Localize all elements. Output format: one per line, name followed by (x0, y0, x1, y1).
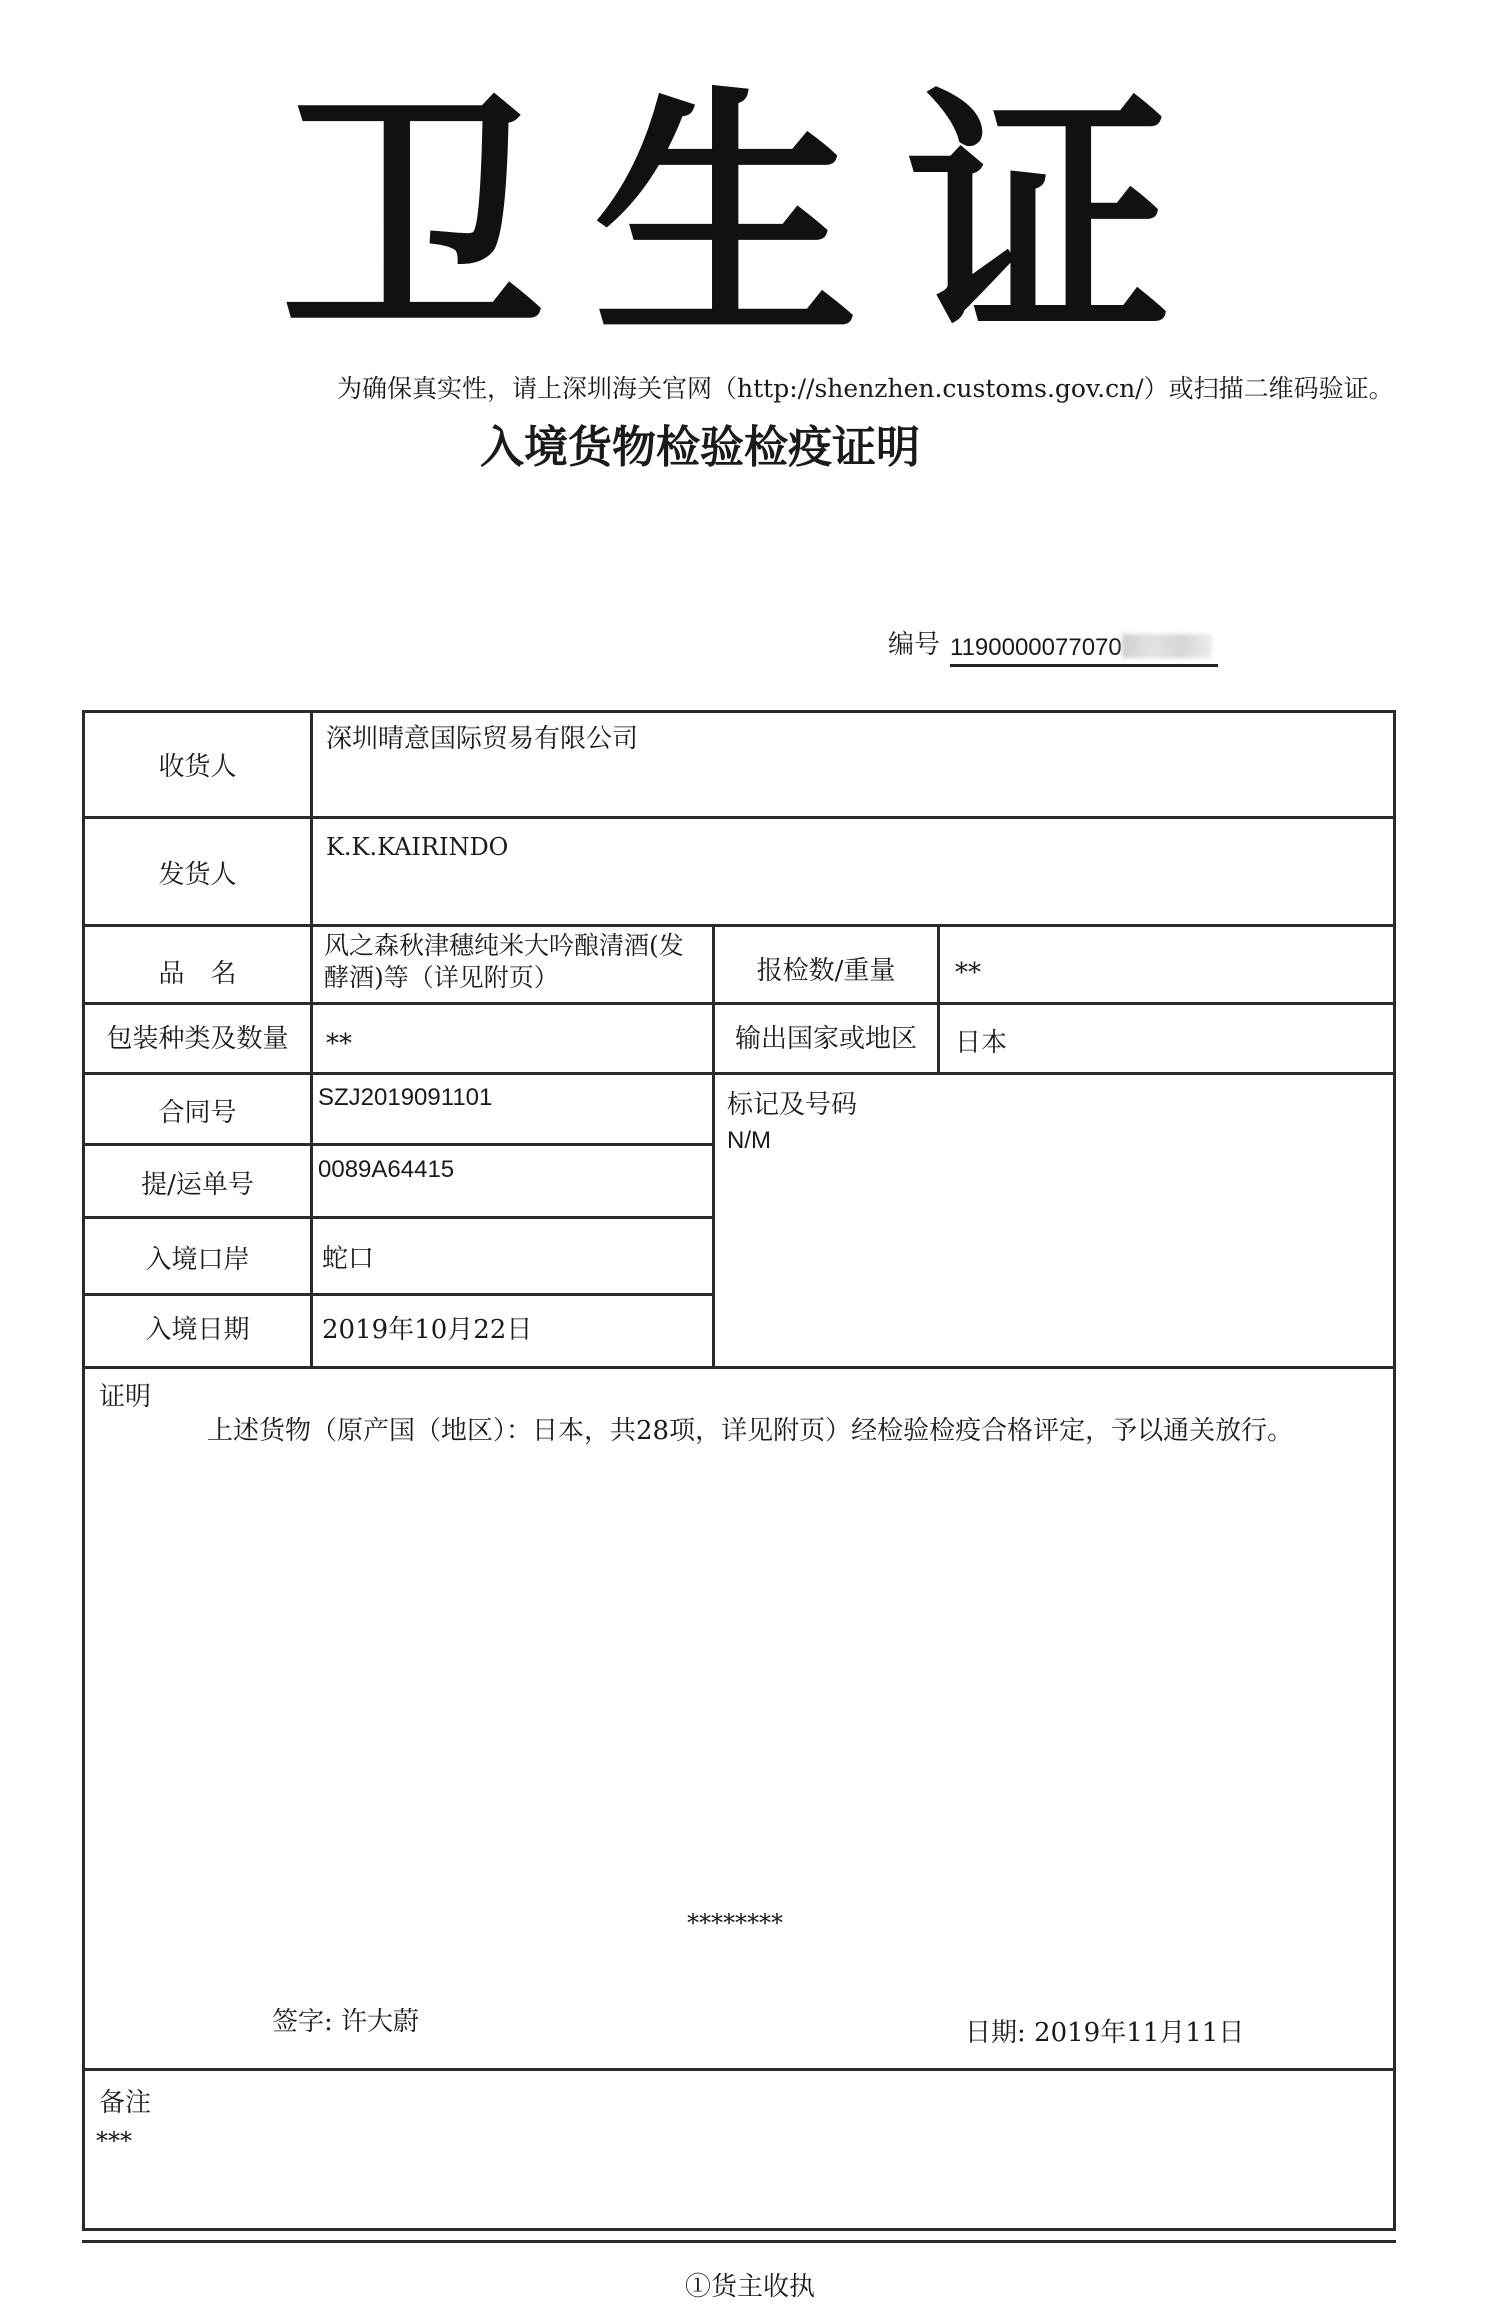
product-name-label: 品 名 (158, 959, 237, 989)
table-border-right (1393, 710, 1396, 2231)
certificate-subtitle: 入境货物检验检疫证明 (480, 422, 920, 473)
export-country-value: 日本 (955, 1028, 1008, 1058)
entry-port-value: 蛇口 (322, 1244, 375, 1274)
consignee-value: 深圳晴意国际贸易有限公司 (326, 724, 639, 754)
certification-stars: ******** (687, 1909, 783, 1937)
remarks-value: *** (96, 2127, 132, 2155)
certificate-big-title: 卫生证 (280, 66, 1220, 374)
verification-note: 为确保真实性，请上深圳海关官网（http://shenzhen.customs.gov.cn/）或扫描二维码验证。 (337, 374, 1394, 403)
product-name-value: 风之森秋津穗纯米大吟酿清酒(发酵酒)等（详见附页） (324, 931, 684, 992)
table-line (712, 924, 715, 1366)
table-line (82, 1293, 715, 1296)
certification-text: 上述货物（原产国（地区）：日本，共28项，详见附页）经检验检疫合格评定，予以通关放行。 (207, 1416, 1294, 1446)
table-line (82, 1216, 715, 1219)
package-value: ** (326, 1029, 352, 1059)
marks-value: N/M (727, 1127, 771, 1154)
quantity-weight-value: ** (955, 958, 981, 988)
copy-designation: ①货主收执 (684, 2272, 815, 2302)
quantity-weight-label: 报检数/重量 (756, 956, 896, 986)
bill-of-lading-label: 提/运单号 (141, 1170, 254, 1200)
certificate-number (950, 632, 1218, 667)
table-line (82, 924, 1396, 927)
bill-of-lading-value: 0089A64415 (318, 1156, 455, 1183)
certificate-number-label: 编号 (888, 630, 941, 660)
export-country-label: 输出国家或地区 (734, 1024, 917, 1054)
table-line (937, 924, 940, 1072)
issue-date: 日期: 2019年11月11日 (965, 2018, 1245, 2048)
table-border-top (82, 710, 1396, 713)
entry-date-label: 入境日期 (145, 1315, 250, 1345)
entry-port-label: 入境口岸 (145, 1245, 250, 1275)
consignor-label: 发货人 (158, 860, 237, 890)
contract-number-value: SZJ2019091101 (318, 1084, 493, 1111)
footer-rule (82, 2240, 1396, 2243)
table-line (82, 1143, 715, 1146)
redaction-blur (1122, 634, 1212, 658)
consignor-value: K.K.KAIRINDO (326, 833, 509, 861)
table-border-left (82, 710, 85, 2231)
table-line (82, 1002, 1396, 1005)
package-label: 包装种类及数量 (106, 1024, 289, 1054)
entry-date-value: 2019年10月22日 (322, 1315, 533, 1345)
table-line (82, 2068, 1396, 2071)
signature: 签字: 许大蔚 (272, 2007, 420, 2037)
table-border-bottom (82, 2228, 1396, 2231)
table-line (82, 1072, 1396, 1075)
remarks-label: 备注 (99, 2088, 152, 2118)
table-line (310, 710, 313, 1366)
contract-number-label: 合同号 (158, 1098, 237, 1128)
certificate-number-value: 1190000077070 (950, 634, 1122, 661)
marks-label: 标记及号码 (727, 1090, 858, 1120)
table-line (82, 1366, 1396, 1369)
consignee-label: 收货人 (158, 752, 237, 782)
table-line (82, 816, 1396, 819)
certification-label: 证明 (99, 1382, 152, 1412)
